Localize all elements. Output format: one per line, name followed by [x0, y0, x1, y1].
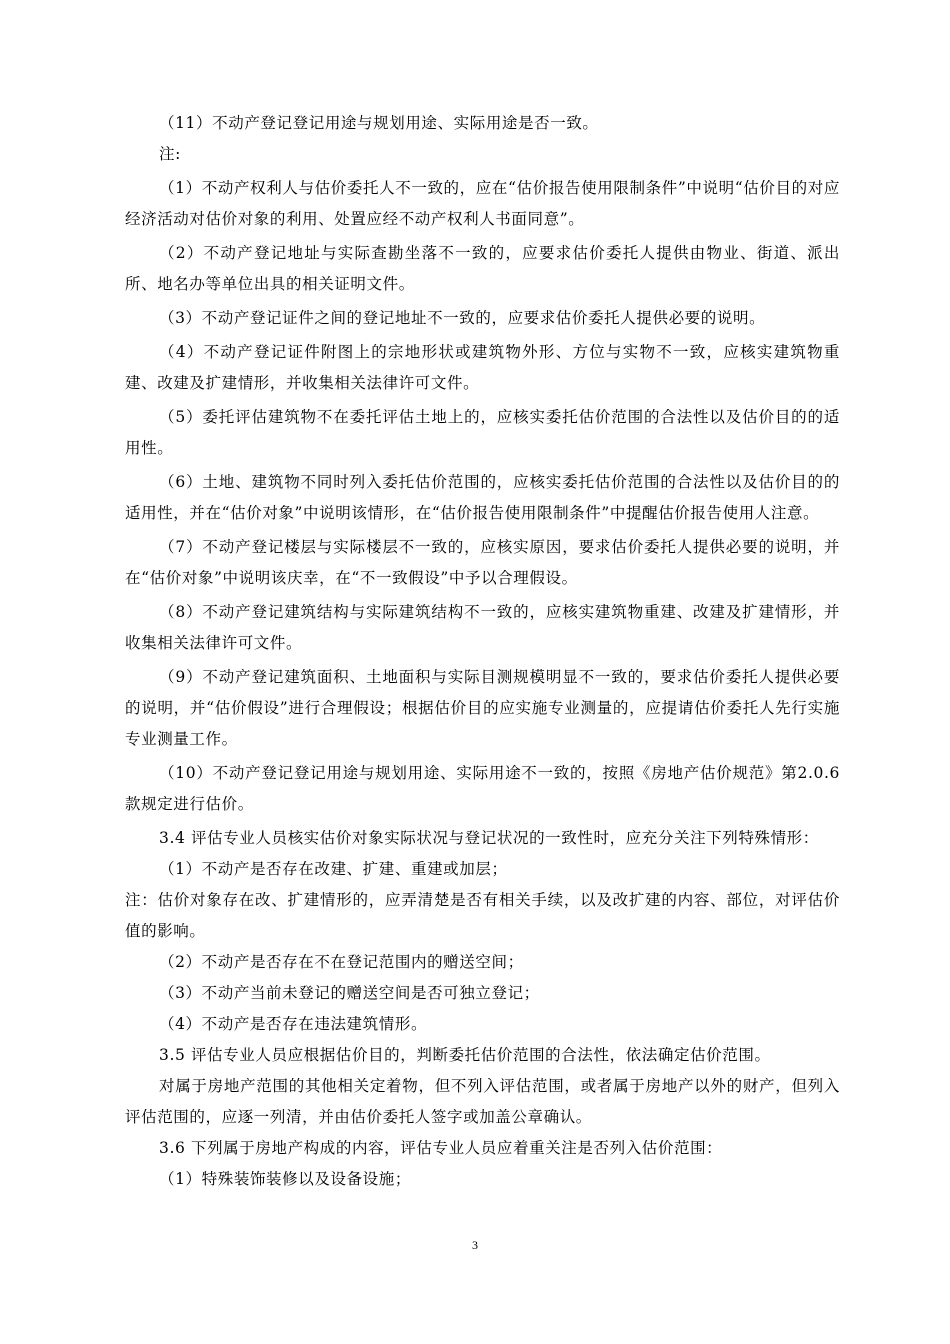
- paragraph: （1）特殊装饰装修以及设备设施；: [159, 1170, 411, 1188]
- paragraph: 对属于房地产范围的其他相关定着物，但不列入评估范围，或者属于房地产以外的财产，但列入评估范围的，应逐一列清，并由估价委托人签字或加盖公章确认。: [125, 1077, 840, 1126]
- paragraph: （4）不动产登记证件附图上的宗地形状或建筑物外形、方位与实物不一致，应核实建筑物重建、改建及扩建情形，并收集相关法律许可文件。: [125, 343, 840, 392]
- paragraph: （2）不动产是否存在不在登记范围内的赠送空间；: [159, 953, 524, 971]
- paragraph: （6）土地、建筑物不同时列入委托估价范围的，应核实委托估价范围的合法性以及估价目的的适用性，并在“估价对象”中说明该情形，在“估价报告使用限制条件”中提醒估价报告使用人注意。: [125, 473, 840, 522]
- paragraph: （4）不动产是否存在违法建筑情形。: [159, 1015, 428, 1033]
- paragraph: （10）不动产登记登记用途与规划用途、实际用途不一致的，按照《房地产估价规范》第2.0.6款规定进行估价。: [125, 764, 840, 813]
- page-number: 3: [472, 1238, 478, 1252]
- body-text: [125, 108, 840, 1195]
- section-heading: 3.5 评估专业人员应根据估价目的，判断委托估价范围的合法性，依法确定估价范围。: [159, 1046, 771, 1064]
- note-label: 注:: [159, 145, 181, 163]
- paragraph: （9）不动产登记建筑面积、土地面积与实际目测规模明显不一致的，要求估价委托人提供必要的说明，并“估价假设”进行合理假设；根据估价目的应实施专业测量的，应提请估价委托人先行实施专业测量工作。: [125, 668, 840, 748]
- section-heading: 3.6 下列属于房地产构成的内容，评估专业人员应着重关注是否列入估价范围：: [159, 1139, 723, 1157]
- paragraph: （3）不动产登记证件之间的登记地址不一致的，应要求估价委托人提供必要的说明。: [159, 309, 766, 327]
- paragraph: （2）不动产登记地址与实际查勘坐落不一致的，应要求估价委托人提供由物业、街道、派出所、地名办等单位出具的相关证明文件。: [125, 244, 840, 293]
- paragraph: （7）不动产登记楼层与实际楼层不一致的，应核实原因，要求估价委托人提供必要的说明，并在“估价对象”中说明该庆幸，在“不一致假设”中予以合理假设。: [125, 538, 840, 587]
- paragraph: （3）不动产当前未登记的赠送空间是否可独立登记；: [159, 984, 540, 1002]
- paragraph: （8）不动产登记建筑结构与实际建筑结构不一致的，应核实建筑物重建、改建及扩建情形，并收集相关法律许可文件。: [125, 603, 840, 652]
- paragraph: （1）不动产权利人与估价委托人不一致的，应在“估价报告使用限制条件”中说明“估价目的对应经济活动对估价对象的利用、处置应经不动产权利人书面同意”。: [125, 179, 840, 228]
- paragraph: （1）不动产是否存在改建、扩建、重建或加层；: [159, 860, 508, 878]
- section-heading: 3.4 评估专业人员核实估价对象实际状况与登记状况的一致性时，应充分关注下列特殊情形：: [159, 829, 819, 847]
- paragraph: （5）委托评估建筑物不在委托评估土地上的，应核实委托估价范围的合法性以及估价目的的适用性。: [125, 408, 840, 457]
- note-paragraph: 注：估价对象存在改、扩建情形的，应弄清楚是否有相关手续，以及改扩建的内容、部位，对评估价值的影响。: [125, 891, 840, 940]
- paragraph: （11）不动产登记登记用途与规划用途、实际用途是否一致。: [159, 114, 599, 132]
